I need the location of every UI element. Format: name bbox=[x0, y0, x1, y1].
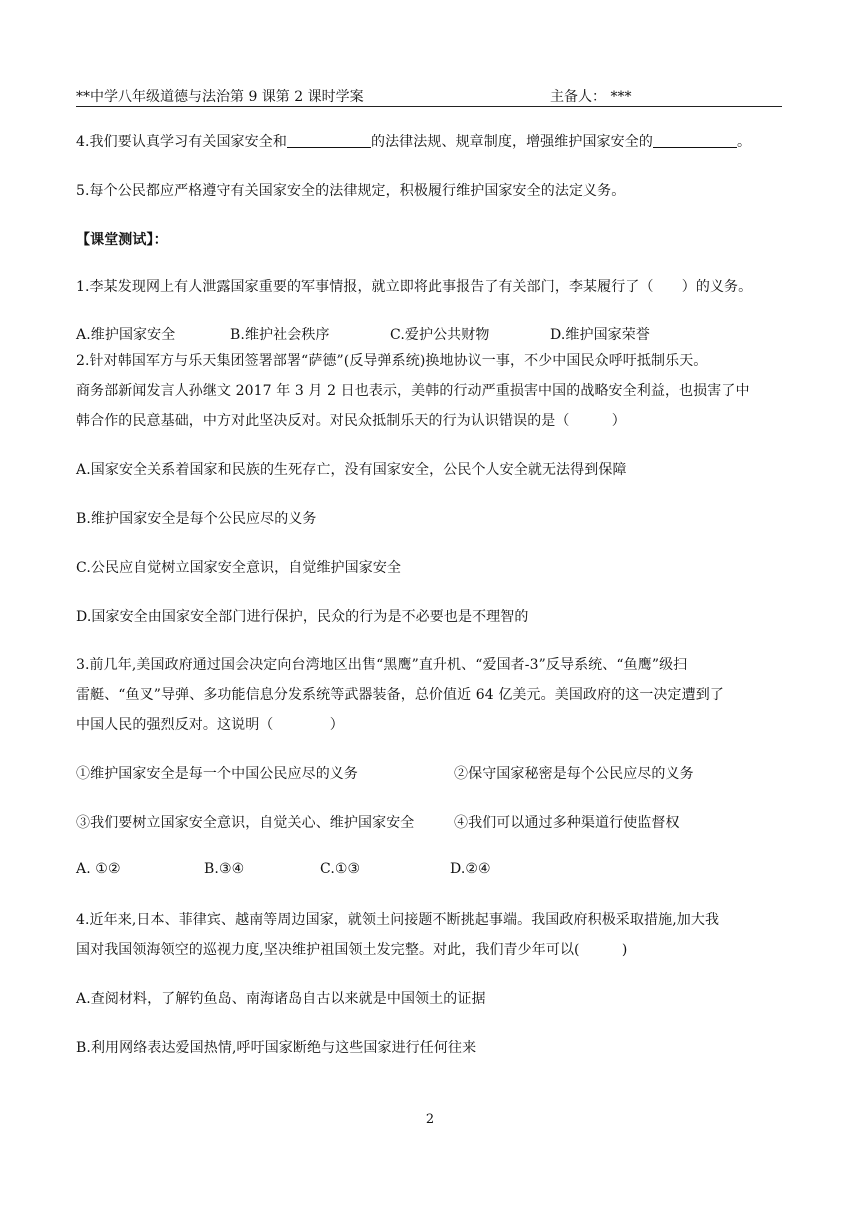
q1-option-a: A.维护国家安全 bbox=[76, 327, 176, 343]
page-number: 2 bbox=[425, 1112, 435, 1127]
question-3-stem-line-1: 3.前几年,美国政府通过国会决定向台湾地区出售“黑鹰”直升机、“爱国者-3”反导系统、“鱼鹰”级扫 bbox=[76, 657, 688, 673]
q3-statement-3: ③我们要树立国家安全意识，自觉关心、维护国家安全 bbox=[76, 815, 415, 831]
question-2-stem-line-1: 2.针对韩国军方与乐天集团签署部署“萨德”(反导弹系统)换地协议一事，不少中国民众呼吁抵制乐天。 bbox=[76, 353, 708, 369]
q3-option-a: A. ①② bbox=[76, 861, 121, 877]
q3-option-b: B.③④ bbox=[204, 861, 245, 877]
question-4-stem-line-2: 国对我国领海领空的巡视力度,坚决维护祖国领土发完整。对此，我们青少年可以( ) bbox=[76, 942, 628, 958]
q3-statement-1: ①维护国家安全是每一个中国公民应尽的义务 bbox=[76, 766, 358, 782]
q4-option-a: A.查阅材料，了解钓鱼岛、南海诸岛自古以来就是中国领土的证据 bbox=[76, 991, 486, 1007]
question-4-stem-line-1: 4.近年来,日本、菲律宾、越南等周边国家，就领土问接题不断挑起事端。我国政府积极采取措施,加大我 bbox=[76, 912, 720, 928]
fill-blank-1 bbox=[287, 133, 371, 148]
q1-option-d: D.维护国家荣誉 bbox=[550, 327, 650, 343]
point-4-text-c: 。 bbox=[736, 134, 752, 150]
document-title: **中学八年级道德与法治第 9 课第 2 课时学案 bbox=[76, 89, 364, 105]
q4-option-b: B.利用网络表达爱国热情,呼吁国家断绝与这些国家进行任何往来 bbox=[76, 1040, 477, 1056]
q3-option-d: D.②④ bbox=[450, 861, 491, 877]
question-1-stem: 1.李某发现网上有人泄露国家重要的军事情报，就立即将此事报告了有关部门，李某履行了（ ）的义务。 bbox=[76, 279, 753, 295]
q1-option-b: B.维护社会秩序 bbox=[230, 327, 330, 343]
q2-option-b: B.维护国家安全是每个公民应尽的义务 bbox=[76, 511, 317, 527]
q2-option-a: A.国家安全关系着国家和民族的生死存亡，没有国家安全，公民个人安全就无法得到保障 bbox=[76, 462, 627, 478]
point-4 bbox=[76, 131, 751, 151]
question-3-stem-line-2: 雷艇、“鱼叉”导弹、多功能信息分发系统等武器装备，总价值近 64 亿美元。美国政府的这一决定遭到了 bbox=[76, 687, 724, 703]
section-title: 【课堂测试】： bbox=[76, 232, 168, 248]
point-5: 5.每个公民都应严格遵守有关国家安全的法律规定，积极履行维护国家安全的法定义务。 bbox=[76, 183, 626, 199]
preparer-label: 主备人： *** bbox=[550, 89, 632, 105]
question-3-stem-line-3: 中国人民的强烈反对。这说明（ ） bbox=[76, 717, 344, 733]
q3-statement-4: ④我们可以通过多种渠道行使监督权 bbox=[454, 815, 680, 831]
page-header bbox=[76, 84, 782, 107]
q3-statement-2: ②保守国家秘密是每个公民应尽的义务 bbox=[454, 766, 694, 782]
question-2-stem-line-2: 商务部新闻发言人孙继文 2017 年 3 月 2 日也表示，美韩的行动严重损害中国的战略安全利益，也损害了中 bbox=[76, 383, 750, 399]
fill-blank-2 bbox=[653, 133, 737, 148]
point-4-text-b: 的法律法规、规章制度，增强维护国家安全的 bbox=[370, 134, 653, 150]
point-4-text-a: 4.我们要认真学习有关国家安全和 bbox=[76, 134, 287, 150]
q2-option-c: C.公民应自觉树立国家安全意识，自觉维护国家安全 bbox=[76, 560, 402, 576]
question-2-stem-line-3: 韩合作的民意基础，中方对此坚决反对。对民众抵制乐天的行为认识错误的是（ ） bbox=[76, 413, 626, 429]
q3-option-c: C.①③ bbox=[320, 861, 361, 877]
q2-option-d: D.国家安全由国家安全部门进行保护，民众的行为是不必要也是不理智的 bbox=[76, 609, 529, 625]
q1-option-c: C.爱护公共财物 bbox=[390, 327, 490, 343]
